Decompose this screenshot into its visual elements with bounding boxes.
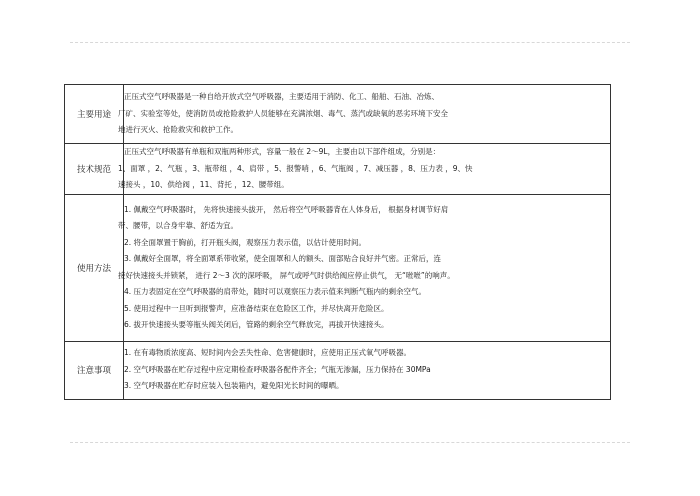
text-line: 厂矿、实验室等处，使消防员或抢险救护人员能够在充满浓烟、毒气、蒸汽或缺氧的恶劣环境下安全 — [118, 108, 448, 118]
text-line: 地进行灭火、抢险救灾和救护工作。 — [118, 125, 238, 135]
table-row-usage — [65, 194, 611, 341]
text-line: 3. 佩戴好全面罩，将全面罩系带收紧，使全面罩和人的额头、面部贴合良好并气密。正常后，连 — [124, 254, 442, 263]
text-line: 正压式空气呼吸器有单瓶和双瓶两种形式，容量一般在 2～9L，主要由以下部件组成，分别是： — [124, 147, 441, 156]
text-line: 6. 拔开快速接头要等瓶头阀关闭后，管路的剩余空气释放完，再拔开快速接头。 — [124, 320, 389, 329]
text-line: 3. 空气呼吸器在贮存时应装入包装箱内，避免阳光长时间的曝晒。 — [124, 381, 344, 391]
text-line: 接好快速接头并锁紧， 进行 2～3 次的深呼吸， 屏气或呼气时供给阀应停止供气， 无“咝咝”的响声。 — [118, 270, 455, 280]
text-line: 5. 使用过程中一旦听到报警声，应准备结束在危险区工作，并尽快离开危险区。 — [124, 303, 389, 313]
text-line: 2. 将全面罩置于胸前，打开瓶头阀，观察压力表示值，以估计使用时间。 — [124, 237, 367, 247]
row-content — [118, 144, 611, 195]
table-row-spec — [65, 144, 611, 195]
row-content — [124, 341, 611, 399]
text-line: 4. 压力表固定在空气呼吸器的肩带处，随时可以观察压力表示值来判断气瓶内的剩余空气。 — [124, 287, 427, 296]
footer-rule — [70, 442, 630, 443]
text-line: 1、面罩 ，2、气瓶 ，3、瓶带组 ，4、肩带 ，5、报警哨 ，6、气瓶阀 ，7、减压器 ，8、压力表 ，9、快 — [118, 163, 473, 173]
table-row-notes — [65, 341, 611, 399]
text-line: 2. 空气呼吸器在贮存过程中应定期检查呼吸器各配件齐全；气瓶无渗漏，压力保持在 30MPa — [124, 364, 431, 374]
text-line: 1. 在有毒物质浓度高、短时间内会丢失性命、危害健康时，应使用正压式氧气呼吸器。 — [124, 348, 412, 358]
table-row-main-use — [65, 85, 611, 144]
header-rule — [70, 42, 630, 43]
text-line: 速接头 ，10、供给阀 ，11、背托 ，12、腰带组。 — [118, 180, 289, 189]
row-content — [118, 85, 611, 144]
row-content — [118, 194, 611, 341]
text-line: 带、腰带，以合身牢靠、舒适为宜。 — [118, 221, 238, 230]
row-label: 主要用途 — [65, 85, 124, 144]
row-label: 技术规范 — [65, 144, 124, 195]
row-label: 注意事项 — [65, 341, 124, 399]
spec-table — [64, 84, 611, 400]
text-line: 正压式空气呼吸器是一种自给开放式空气呼吸器，主要适用于消防、化工、船舶、石油、冶炼、 — [124, 92, 439, 102]
row-label: 使用方法 — [65, 194, 124, 341]
text-line: 1. 佩戴空气呼吸器时， 先将快速接头拔开， 然后将空气呼吸器背在人体身后， 根据身材调节好肩 — [124, 204, 449, 214]
